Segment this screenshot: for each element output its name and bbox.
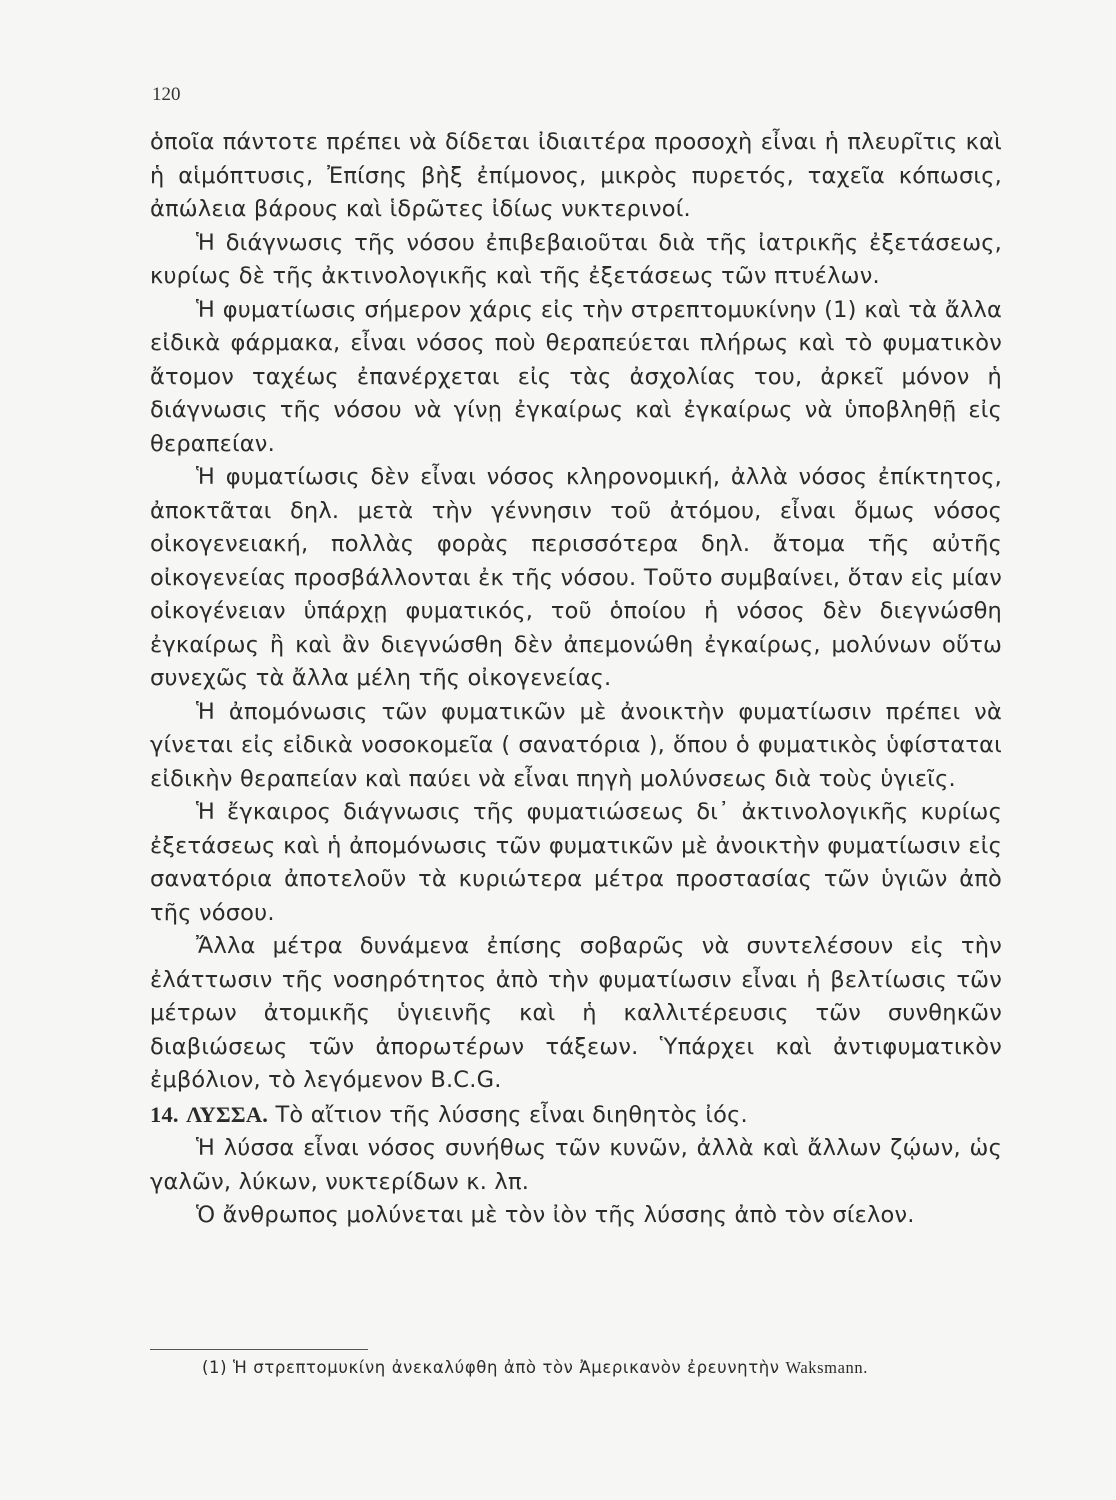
footnote-marker: (1) [202, 1358, 228, 1377]
page-number: 120 [152, 84, 181, 105]
paragraph: Ἡ ἀπομόνωσις τῶν φυματικῶν μὲ ἀνοικτὴν φυματίωσιν πρέπει νὰ γίνεται εἰς εἰδικὰ νοσοκομεῖα ( σανατόρια ), ὅπου ὁ φυματικὸς ὑφίσταται εἰδικὴν θεραπείαν καὶ παύει νὰ εἶναι πηγὴ μολύνσεως διὰ τοὺς ὑγιεῖς. [150, 698, 1002, 792]
footnote-divider [150, 1349, 368, 1350]
paragraph: Ὁ ἄνθρωπος μολύνεται μὲ τὸν ἰὸν τῆς λύσσης ἀπὸ τὸν σίελον. [196, 1202, 915, 1228]
section-intro-text: Τὸ αἴτιον τῆς λύσσης εἶναι διηθητὸς ἰός. [275, 1101, 748, 1128]
footnote-name: Waksmann. [785, 1358, 868, 1377]
section-number: 14. [150, 1101, 179, 1127]
paragraph: Ἄλλα μέτρα δυνάμενα ἐπίσης σοβαρῶς νὰ συντελέσουν εἰς τὴν ἐλάττωσιν τῆς νοσηρότητος ἀπὸ τὴν φυματίωσιν εἶναι ἡ βελτίωσις τῶν μέτρων ἀτομικῆς ὑγιεινῆς καὶ ἡ καλλιτέρευσις τῶν συνθηκῶν διαβιώσεως τῶν ἀπορωτέρων τάξεων. Ὑπάρχει καὶ ἀντιφυματικὸν ἐμβόλιον, τὸ λεγόμενον B.C.G. [150, 933, 1002, 1093]
paragraph: Ἡ φυματίωσις δὲν εἶναι νόσος κληρονομική, ἀλλὰ νόσος ἐπίκτητος, ἀποκτᾶται δηλ. μετὰ τὴν γέννησιν τοῦ ἀτόμου, εἶναι ὅμως νόσος οἰκογενειακή, πολλὰς φορὰς περισσότερα δηλ. ἄτομα τῆς αὐτῆς οἰκογενείας προσβάλλονται ἐκ τῆς νόσου. Τοῦτο συμβαίνει, ὅταν εἰς μίαν οἰκογένειαν ὑπάρχῃ φυματικός, τοῦ ὁποίου ἡ νόσος δὲν διεγνώσθη ἐγκαίρως ἢ καὶ ἂν διεγνώσθη δὲν ἀπεμονώθη ἐγκαίρως, μολύνων οὕτω συνεχῶς τὰ ἄλλα μέλη τῆς οἰκογενείας. [150, 464, 1002, 691]
paragraph: Ἡ λύσσα εἶναι νόσος συνήθως τῶν κυνῶν, ἀλλὰ καὶ ἄλλων ζῴων, ὡς γαλῶν, λύκων, νυκτερίδων κ. λπ. [150, 1135, 1002, 1195]
section-title: ΛΥΣΣΑ. [186, 1101, 269, 1127]
paragraph: Ἡ φυματίωσις σήμερον χάρις εἰς τὴν στρεπτομυκίνην (1) καὶ τὰ ἄλλα εἰδικὰ φάρμακα, εἶναι νόσος ποὺ θεραπεύεται πλήρως καὶ τὸ φυματικὸν ἄτομον ταχέως ἐπανέρχεται εἰς τὰς ἀσχολίας του, ἀρκεῖ μόνον ἡ διάγνωσις τῆς νόσου νὰ γίνῃ ἐγκαίρως καὶ ἐγκαίρως νὰ ὑποβληθῇ εἰς θεραπείαν. [150, 296, 1002, 457]
paragraph: Ἡ ἔγκαιρος διάγνωσις τῆς φυματιώσεως δι᾽ ἀκτινολογικῆς κυρίως ἐξετάσεως καὶ ἡ ἀπομόνωσις τῶν φυματικῶν μὲ ἀνοικτὴν φυματίωσιν εἰς σανατόρια ἀποτελοῦν τὰ κυριώτερα μέτρα προστασίας τῶν ὑγιῶν ἀπὸ τῆς νόσου. [150, 799, 1002, 926]
paragraph: ὁποῖα πάντοτε πρέπει νὰ δίδεται ἰδιαιτέρα προσοχὴ εἶναι ἡ πλευρῖτις καὶ ἡ αἱμόπτυσις, Ἐπίσης βὴξ ἐπίμονος, μικρὸς πυρετός, ταχεῖα κόπωσις, ἀπώλεια βάρους καὶ ἱδρῶτες ἰδίως νυκτερινοί. [150, 129, 1002, 222]
section-heading-line [150, 1098, 1002, 1133]
paragraph: Ἡ διάγνωσις τῆς νόσου ἐπιβεβαιοῦται διὰ τῆς ἰατρικῆς ἐξετάσεως, κυρίως δὲ τῆς ἀκτινολογικῆς καὶ τῆς ἐξετάσεως τῶν πτυέλων. [150, 229, 1002, 289]
footnote-text: Ἡ στρεπτομυκίνη ἀνεκαλύφθη ἀπὸ τὸν Ἀμερικανὸν ἐρευνητὴν [233, 1358, 780, 1377]
footnote [150, 1356, 980, 1380]
body-text [150, 126, 1002, 1233]
